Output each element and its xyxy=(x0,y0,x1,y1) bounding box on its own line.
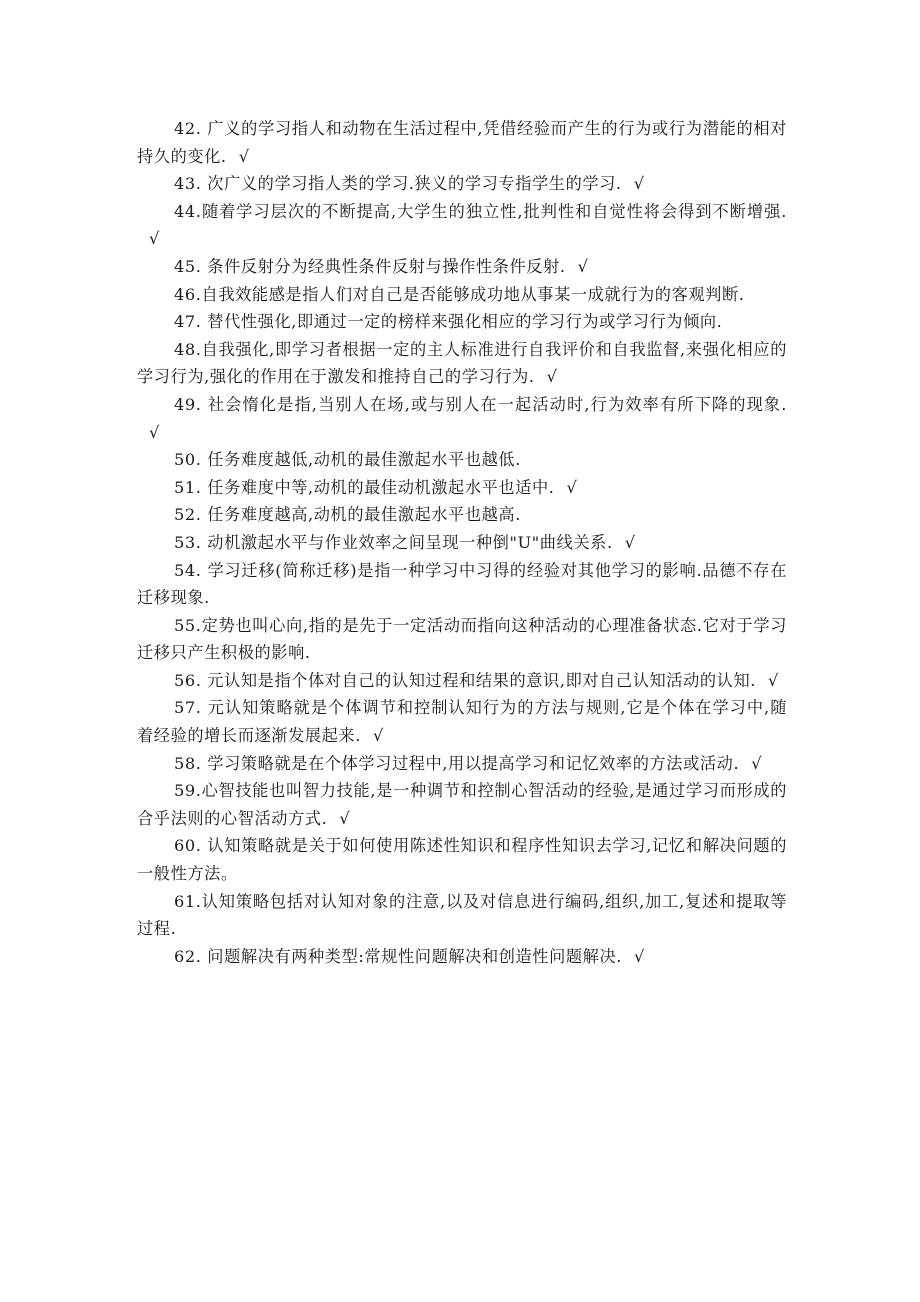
check-mark: √ xyxy=(546,367,558,387)
statement-text: 56. 元认知是指个体对自己的认知过程和结果的意识,即对自己认知活动的认知. xyxy=(174,670,756,690)
statement-text: 42. 广义的学习指人和动物在生活过程中,凭借经验而产生的行为或行为潜能的相对持久的变化. xyxy=(137,119,787,166)
statement-item xyxy=(137,391,787,446)
statement-text: 49. 社会惰化是指,当别人在场,或与别人在一起活动时,行为效率有所下降的现象. xyxy=(174,394,787,414)
statement-item xyxy=(137,832,787,887)
statement-item xyxy=(137,529,787,557)
check-mark: √ xyxy=(149,422,160,442)
statement-item xyxy=(137,612,787,667)
statement-text: 44.随着学习层次的不断提高,大学生的独立性,批判性和自觉性将会得到不断增强. xyxy=(174,201,787,221)
statement-text: 48.自我强化,即学习者根据一定的主人标准进行自我评价和自我监督,来强化相应的学习行为,强化的作用在于激发和推持自己的学习行为. xyxy=(137,339,787,387)
check-mark: √ xyxy=(767,670,779,690)
check-mark: √ xyxy=(624,532,636,552)
check-mark: √ xyxy=(238,146,250,166)
statement-text: 53. 动机激起水平与作业效率之间呈现一种倒"U"曲线关系. xyxy=(174,532,613,552)
statement-text: 43. 次广义的学习指人类的学习.狭义的学习专指学生的学习. xyxy=(174,174,622,194)
statement-text: 50. 任务难度越低,动机的最佳激起水平也越低. xyxy=(174,450,521,470)
statement-item xyxy=(137,667,787,695)
statement-text: 52. 任务难度越高,动机的最佳激起水平也越高. xyxy=(174,505,521,525)
statement-item xyxy=(137,474,787,502)
statement-item xyxy=(137,115,787,170)
statement-item xyxy=(137,308,787,336)
statement-item xyxy=(137,446,787,474)
check-mark: √ xyxy=(577,256,589,276)
statement-text: 62. 问题解决有两种类型:常规性问题解决和创造性问题解决. xyxy=(174,946,622,966)
check-mark: √ xyxy=(634,946,645,966)
statement-text: 60. 认知策略就是关于如何使用陈述性知识和程序性知识去学习,记忆和解决问题的一般性方法。 xyxy=(137,836,787,884)
statement-text: 59.心智技能也叫智力技能,是一种调节和控制心智活动的经验,是通过学习而形成的合乎法则的心智活动方式. xyxy=(137,781,787,828)
statement-text: 47. 替代性强化,即通过一定的榜样来强化相应的学习行为或学习行为倾向. xyxy=(174,312,723,332)
statement-item xyxy=(137,888,787,943)
statement-list xyxy=(137,115,787,970)
statement-item xyxy=(137,253,787,281)
statement-item xyxy=(137,777,787,832)
statement-item xyxy=(137,750,787,778)
statement-item xyxy=(137,336,787,391)
check-mark: √ xyxy=(339,808,351,828)
statement-item xyxy=(137,501,787,529)
statement-item xyxy=(137,170,787,198)
statement-text: 54. 学习迁移(简称迁移)是指一种学习中习得的经验对其他学习的影响.品德不存在迁移现象. xyxy=(137,560,787,608)
check-mark: √ xyxy=(149,229,160,249)
statement-item xyxy=(137,557,787,612)
statement-item xyxy=(137,694,787,749)
statement-text: 57. 元认知策略就是个体调节和控制认知行为的方法与规则,它是个体在学习中,随着经验的增长而逐渐发展起来. xyxy=(137,698,787,746)
check-mark: √ xyxy=(751,753,763,773)
statement-text: 51. 任务难度中等,动机的最佳动机激起水平也适中. xyxy=(174,477,555,497)
statement-item xyxy=(137,943,787,971)
check-mark: √ xyxy=(633,174,645,194)
check-mark: √ xyxy=(372,726,384,746)
statement-text: 61.认知策略包括对认知对象的注意,以及对信息进行编码,组织,加工,复述和提取等过程. xyxy=(137,891,787,939)
statement-text: 58. 学习策略就是在个体学习过程中,用以提高学习和记忆效率的方法或活动. xyxy=(174,753,740,773)
statement-text: 46.自我效能感是指人们对自己是否能够成功地从事某一成就行为的客观判断. xyxy=(174,284,745,304)
statement-text: 45. 条件反射分为经典性条件反射与操作性条件反射. xyxy=(174,256,566,276)
check-mark: √ xyxy=(566,477,578,497)
statement-item xyxy=(137,281,787,309)
statement-item xyxy=(137,198,787,253)
statement-text: 55.定势也叫心向,指的是先于一定活动而指向这种活动的心理准备状态.它对于学习迁移只产生积极的影响. xyxy=(137,615,787,663)
